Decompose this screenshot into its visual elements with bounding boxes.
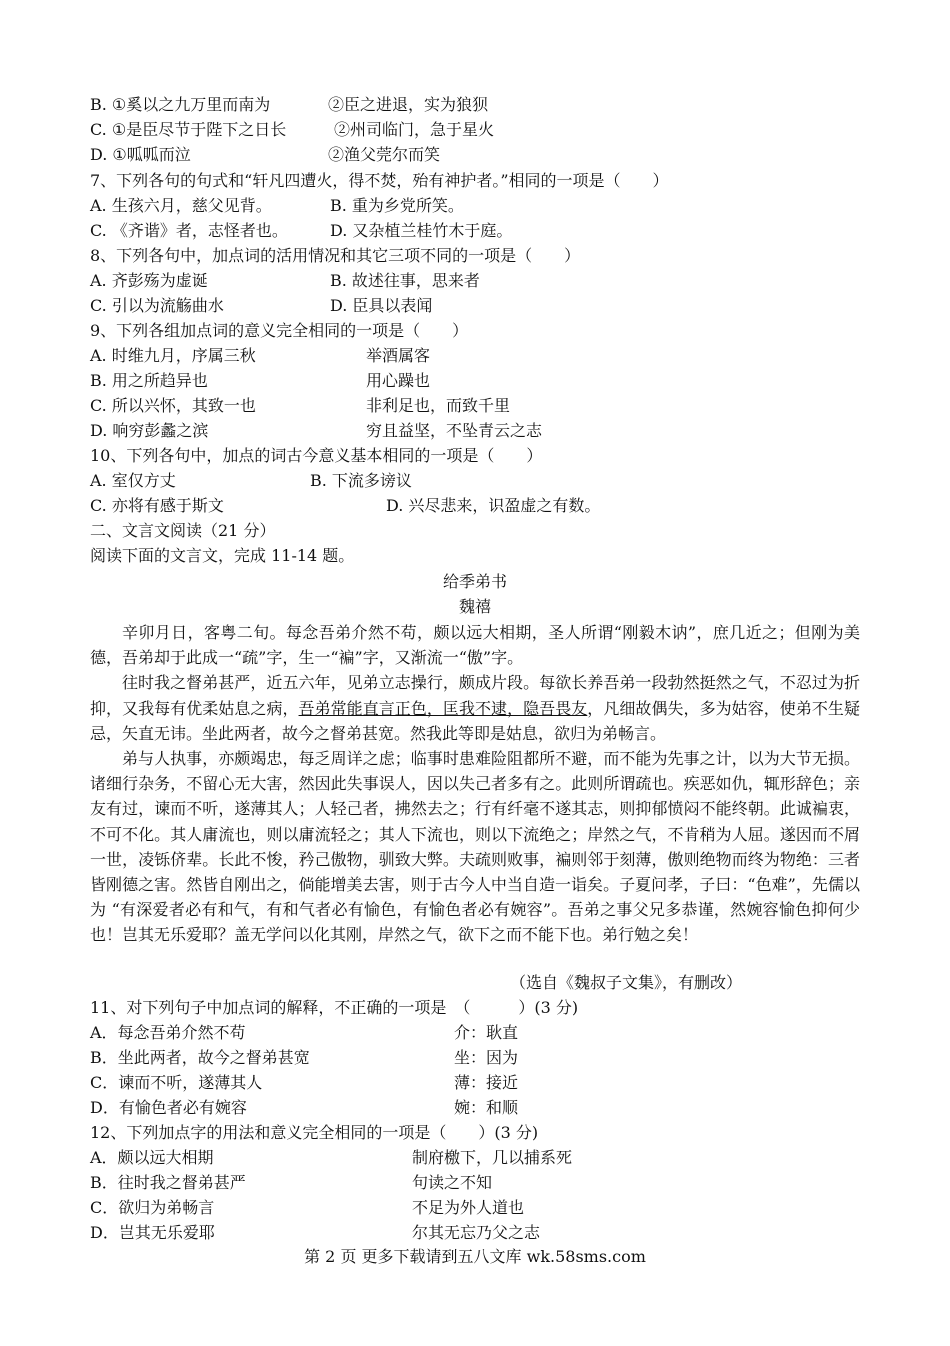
q7-option-b: B. 重为乡党所笑。: [330, 196, 464, 215]
q6-option-d-left: D. ①呱呱而泣: [90, 145, 191, 164]
q11-row-c-left: C．谏而不听，遂薄其人: [90, 1073, 263, 1092]
q9-row-c-right: 非利足也，而致千里: [366, 396, 511, 415]
q6-option-b-left: B. ①奚以之九万里而南为: [90, 95, 271, 114]
q10-stem: 10、下列各句中，加点的词古今意义基本相同的一项是（ ）: [90, 446, 543, 465]
q9-row-b-right: 用心躁也: [366, 371, 431, 390]
q9-row-a-right: 举酒属客: [366, 346, 431, 365]
q8-option-a: A. 齐彭殇为虚诞: [90, 271, 208, 290]
q7-option-c: C. 《齐谐》者，志怪者也。: [90, 221, 288, 240]
q8-stem: 8、下列各句中，加点词的活用情况和其它三项不同的一项是（ ）: [90, 246, 581, 265]
q11-row-c-right: 薄：接近: [454, 1073, 519, 1092]
q7-option-a: A. 生孩六月，慈父见背。: [90, 196, 272, 215]
section-instruction: 阅读下面的文言文，完成 11-14 题。: [90, 546, 355, 565]
q9-row-d-left: D. 响穷彭蠡之滨: [90, 421, 209, 440]
section-heading: 二、文言文阅读（21 分）: [90, 521, 276, 540]
q8-option-d: D. 臣具以表闻: [330, 296, 433, 315]
q10-option-c: C. 亦将有感于斯文: [90, 496, 224, 515]
q7-stem: 7、下列各句的句式和“轩凡四遭火，得不焚，殆有神护者。”相同的一项是（ ）: [90, 171, 669, 190]
q11-row-b-right: 坐：因为: [454, 1048, 519, 1067]
q9-row-b-left: B. 用之所趋异也: [90, 371, 208, 390]
q9-row-d-right: 穷且益坚，不坠青云之志: [366, 421, 543, 440]
q12-row-d-right: 尔其无忘乃父之志: [412, 1223, 541, 1242]
q12-row-b-right: 句读之不知: [412, 1173, 493, 1192]
q9-row-a-left: A. 时维九月，序属三秋: [90, 346, 256, 365]
passage-paragraph-1: 辛卯月日，客粤二旬。每念吾弟介然不苟，颇以远大相期，圣人所谓“刚毅木讷”，庶几近之；但刚为美德，吾弟却于此成一“疏”字，生一“褊”字，又渐流一“傲”字。: [90, 623, 860, 668]
q12-row-a-right: 制府檄下，几以捕系死: [412, 1148, 573, 1167]
q6-option-c-right: ②州司临门，急于星火: [334, 120, 495, 139]
q10-option-d: D. 兴尽悲来，识盈虚之有数。: [386, 496, 601, 515]
page-footer: 第 2 页 更多下载请到五八文库 wk.58sms.com: [304, 1247, 646, 1266]
q9-row-c-left: C. 所以兴怀，其致一也: [90, 396, 256, 415]
passage-body: [90, 620, 860, 948]
p2-underlined-sentence: 吾弟常能直言正色，匡我不逮，隐吾畏友: [298, 698, 588, 718]
q6-option-c-left: C. ①是臣尽节于陛下之日长: [90, 120, 287, 139]
q11-row-d-right: 婉：和顺: [454, 1098, 519, 1117]
q8-option-c: C. 引以为流觞曲水: [90, 296, 224, 315]
q12-row-c-left: C．欲归为弟畅言: [90, 1198, 215, 1217]
q11-stem: 11、对下列句子中加点词的解释，不正确的一项是 （ ）(3 分): [90, 998, 579, 1017]
q10-option-a: A. 室仅方丈: [90, 471, 176, 490]
q11-row-b-left: B．坐此两者，故今之督弟甚宽: [90, 1048, 310, 1067]
q8-option-b: B. 故述往事，思来者: [330, 271, 480, 290]
passage-source: （选自《魏叔子文集》，有删改）: [510, 973, 743, 992]
q12-row-b-left: B．往时我之督弟甚严: [90, 1173, 246, 1192]
p2-before: 往时我之督弟甚严，近五六年，见弟立志操行，颇成片段。每欲长养吾弟一段勃然挺然之气，不忍过为折抑，又我每有优柔姑息之病，: [90, 673, 860, 718]
q11-row-a-right: 介：耿直: [454, 1023, 519, 1042]
passage-author: 魏禧: [458, 597, 491, 616]
q9-stem: 9、下列各组加点词的意义完全相同的一项是（ ）: [90, 321, 469, 340]
q12-row-d-left: D．岂其无乐爱耶: [90, 1223, 215, 1242]
q12-row-a-left: A．颇以远大相期: [90, 1148, 214, 1167]
q12-stem: 12、下列加点字的用法和意义完全相同的一项是（ ）(3 分): [90, 1123, 539, 1142]
q12-row-c-right: 不足为外人道也: [412, 1198, 525, 1217]
q11-row-a-left: A．每念吾弟介然不苟: [90, 1023, 246, 1042]
p2-after: ，凡细故偶失，多为姑容，使弟不生疑忌，矢直无讳。坐此两者，故今之督弟甚宽。然我此等即是姑息，欲归为弟畅言。: [90, 698, 860, 743]
passage-paragraph-2: [90, 670, 860, 746]
passage-paragraph-3: 弟与人执事，亦颇竭忠，每乏周详之虑；临事时患难险阻都所不避，而不能为先事之计，以为大节无损。诸细行杂务，不留心无大害，然因此失事误人，因以失己者多有之。此则所谓疏也。疾恶如仇，辄形辞色；亲友有过，谏而不听，遂薄其人；人轻己者，拂然去之；行有纤毫不遂其志，则抑郁愤闷不能终朝。此诚褊衷，不可不化。其人庸流也，则以庸流轻之；其人下流也，则以下流绝之；岸然之气，不肯稍为人屈。遂因而不屑一世，凌铄侪辈。长此不悛，矜己傲物，驯致大弊。夫疏则败事，褊则邻于刻薄，傲则绝物而终为物绝：三者皆刚德之害。然皆自刚出之，倘能增美去害，则于古今人中当自造一诣矣。子夏问孝，子曰：“色难”，先儒以为 “有深爱者必有和气，有和气者必有愉色，有愉色者必有婉容”。吾弟之事父兄多恭谨，然婉容愉色抑何少也！岂其无乐爱耶？盖无学问以化其刚，岸然之气，欲下之而不能下也。弟行勉之矣！: [90, 749, 860, 945]
q6-option-d-right: ②渔父莞尔而笑: [328, 145, 441, 164]
q11-row-d-left: D．有愉色者必有婉容: [90, 1098, 247, 1117]
q6-option-b-right: ②臣之进退，实为狼狈: [328, 95, 489, 114]
passage-title: 给季弟书: [442, 572, 507, 591]
q10-option-b: B. 下流多谤议: [310, 471, 412, 490]
q7-option-d: D. 又杂植兰桂竹木于庭。: [330, 221, 513, 240]
